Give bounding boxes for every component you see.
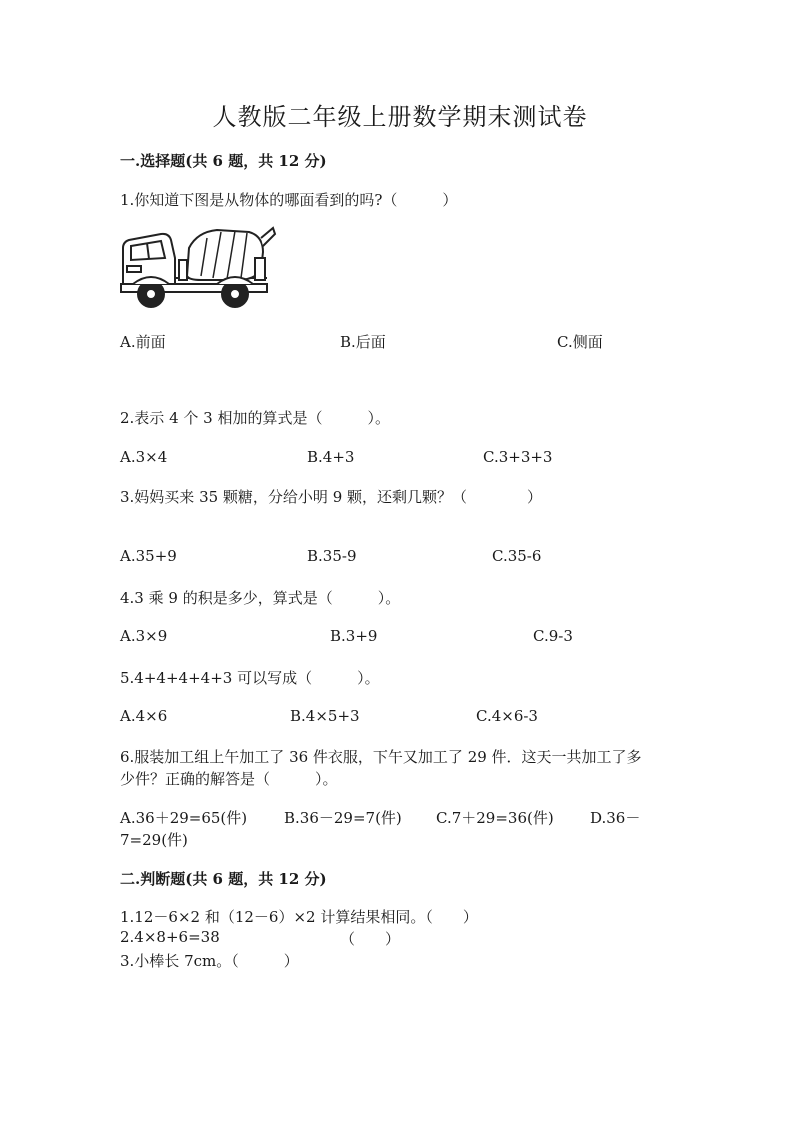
q5-option-b: B.4×5+3 (290, 707, 360, 725)
q3-option-c: C.35-6 (492, 547, 542, 565)
question-6-text-line2: 少件？正确的解答是（ ）。 (120, 770, 338, 788)
question-1-text: 1.你知道下图是从物体的哪面看到的吗?（ ） (120, 191, 458, 209)
q1-option-a: A.前面 (120, 333, 166, 351)
q3-option-b: B.35-9 (307, 547, 357, 565)
q4-option-b: B.3+9 (330, 627, 378, 645)
question-6-text-line1: 6.服装加工组上午加工了 36 件衣服，下午又加工了 29 件．这天一共加工了多 (120, 748, 642, 766)
q2-option-a: A.3×4 (120, 448, 168, 466)
q2-option-b: B.4+3 (307, 448, 355, 466)
question-5-text: 5.4+4+4+4+3 可以写成（ ）。 (120, 669, 380, 687)
q6-option-c: C.7＋29=36(件) (436, 809, 554, 827)
question-4-text: 4.3 乘 9 的积是多少，算式是（ ）。 (120, 589, 401, 607)
q5-option-c: C.4×6-3 (476, 707, 538, 725)
judgment-item-3: 3.小棒长 7cm。（ ） (120, 952, 299, 970)
q6-option-a: A.36＋29=65(件) (120, 809, 248, 827)
q2-option-c: C.3+3+3 (483, 448, 553, 466)
q4-option-a: A.3×9 (120, 627, 168, 645)
question-2-text: 2.表示 4 个 3 相加的算式是（ ）。 (120, 409, 390, 427)
q5-option-a: A.4×6 (120, 707, 168, 725)
q6-option-d: D.36－ (590, 809, 641, 827)
section-heading-choice: 一.选择题(共 6 题，共 12 分) (120, 152, 327, 170)
q6-option-b: B.36－29=7(件) (284, 809, 402, 827)
q1-option-c: C.侧面 (557, 333, 603, 351)
section-heading-judgment: 二.判断题(共 6 题，共 12 分) (120, 870, 327, 888)
judgment-item-2: 2.4×8+6=38 (120, 928, 220, 946)
q1-option-b: B.后面 (340, 333, 386, 351)
question-3-text: 3.妈妈买来 35 颗糖，分给小明 9 颗，还剩几颗？（ ） (120, 488, 543, 506)
page-title: 人教版二年级上册数学期末测试卷 (212, 103, 588, 131)
judgment-item-2-blank: （ ） (340, 930, 401, 948)
judgment-item-1: 1.12－6×2 和（12－6）×2 计算结果相同。（ ） (120, 908, 478, 926)
q6-option-d-continued: 7=29(件) (120, 831, 188, 849)
q3-option-a: A.35+9 (120, 547, 177, 565)
cement-mixer-truck-icon (117, 218, 277, 310)
q4-option-c: C.9-3 (533, 627, 573, 645)
